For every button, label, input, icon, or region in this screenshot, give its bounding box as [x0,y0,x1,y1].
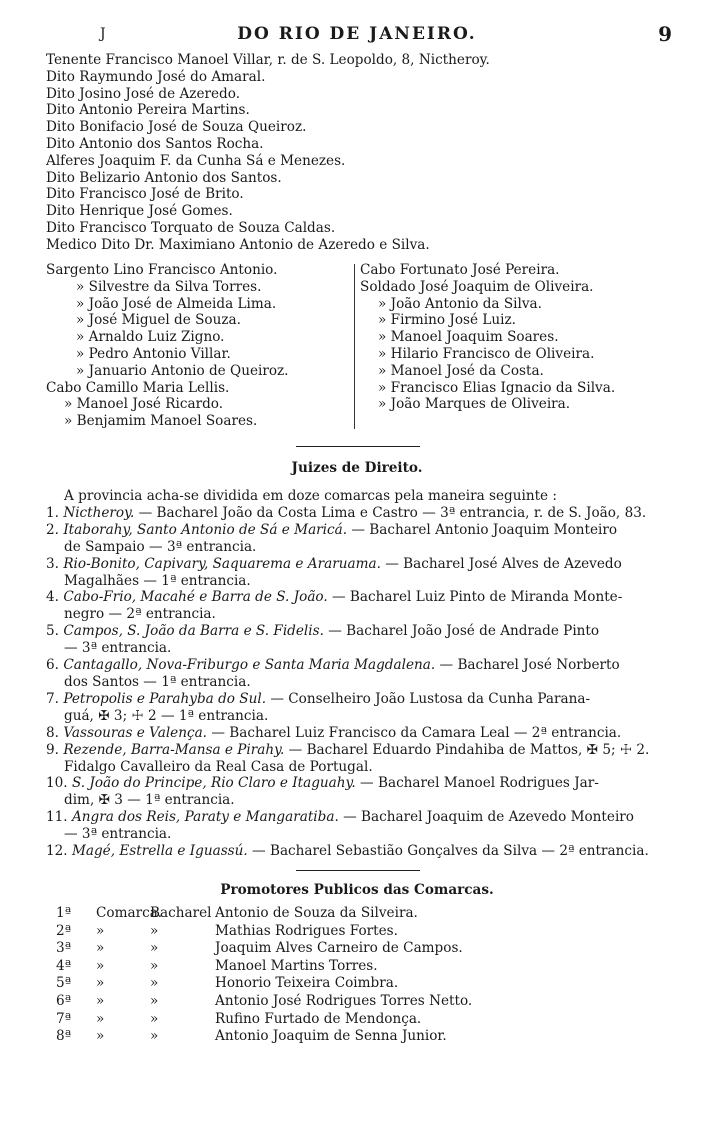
judge-entry: 5. Campos, S. João da Barra e S. Fidelis. — Bacharel João José de Andrade Pinto [46,623,600,640]
officer-line: Dito Antonio Pereira Martins. [46,102,250,119]
judge-entry-cont: — 3ª entrancia. [64,640,172,657]
promotor-row: 2ª » » Mathias Rodrigues Fortes. [56,922,398,939]
roster-line: Soldado José Joaquim de Oliveira. [360,278,594,295]
judge-entry: 2. Itaborahy, Santo Antonio de Sá e Maricá. — Bacharel Antonio Joaquim Monteiro [46,521,618,538]
promotores-heading: Promotores Publicos das Comarcas. [220,882,494,898]
roster-line: Sargento Lino Francisco Antonio. [46,262,278,278]
section-divider [296,870,420,871]
promotor-row: 3ª » » Joaquim Alves Carneiro de Campos. [56,940,463,957]
judge-entry-cont: dos Santos — 1ª entrancia. [64,673,251,690]
roster-line: » João José de Almeida Lima. [76,295,277,312]
judge-entry-cont: de Sampaio — 3ª entrancia. [64,538,257,555]
judge-entry: 7. Petropolis e Parahyba do Sul. — Conselheiro João Lustosa da Cunha Parana- [46,690,591,707]
column-divider [354,264,355,429]
roster-line: » Silvestre da Silva Torres. [76,278,262,295]
officer-line: Dito Raymundo José do Amaral. [46,68,266,85]
promotor-row: 1ª Comarca. Bacharel Antonio de Souza da Silveira. [56,905,418,921]
officer-line: Dito Francisco Torquato de Souza Caldas. [46,219,336,236]
judge-entry: 12. Magé, Estrella e Iguassú. — Bacharel Sebastião Gonçalves da Silva — 2ª entrancia. [46,843,649,860]
judges-intro: A provincia acha-se dividida em doze comarcas pela maneira seguinte : [64,488,558,504]
judge-entry: 11. Angra dos Reis, Paraty e Mangaratiba. — Bacharel Joaquim de Azevedo Monteiro [46,809,634,826]
judge-entry-cont: dim, ✠ 3 — 1ª entrancia. [64,792,235,809]
officer-line: Dito Henrique José Gomes. [46,203,233,220]
header-mark: J [100,26,106,42]
promotor-row: 6ª » » Antonio José Rodrigues Torres Netto. [56,992,473,1009]
judge-entry: 8. Vassouras e Valença. — Bacharel Luiz Francisco da Camara Leal — 2ª entrancia. [46,724,622,741]
left-column [46,262,356,430]
promotor-row: 4ª » » Manoel Martins Torres. [56,957,378,974]
officer-line: Dito Belizario Antonio dos Santos. [46,169,282,186]
judge-entry: 10. S. João do Principe, Rio Claro e Itaguahy. — Bacharel Manoel Rodrigues Jar- [46,775,599,792]
officer-line: Dito Antonio dos Santos Rocha. [46,135,264,152]
officer-line: Medico Dito Dr. Maximiano Antonio de Azeredo e Silva. [46,236,430,253]
roster-line: » Januario Antonio de Queiroz. [76,362,289,379]
officer-line: Alferes Joaquim F. da Cunha Sá e Menezes. [46,152,346,169]
judge-entry: 6. Cantagallo, Nova-Friburgo e Santa Maria Magdalena. — Bacharel José Norberto [46,657,620,674]
roster-line: » Pedro Antonio Villar. [76,345,231,362]
promotor-row: 8ª » » Antonio Joaquim de Senna Junior. [56,1028,447,1045]
judge-entry: 1. Nictheroy. — Bacharel João da Costa Lima e Castro — 3ª entrancia, r. de S. João, 83. [46,504,647,521]
judge-entry: 4. Cabo-Frio, Macahé e Barra de S. João. — Bacharel Luiz Pinto de Miranda Monte- [46,589,623,606]
officer-line: Dito Francisco José de Brito. [46,186,244,203]
officer-line: Dito Josino José de Azeredo. [46,85,241,102]
roster-line: » Firmino José Luiz. [378,312,517,329]
judges-list [46,488,682,860]
roster-line: Cabo Camillo Maria Lellis. [46,379,230,396]
judge-entry-cont: negro — 2ª entrancia. [64,606,216,623]
officer-line: Tenente Francisco Manoel Villar, r. de S. Leopoldo, 8, Nictheroy. [46,52,490,68]
judge-entry-cont: Magalhães — 1ª entrancia. [64,572,251,589]
right-column [360,262,700,413]
promotor-row: 7ª » » Rufino Furtado de Mendonça. [56,1010,422,1027]
roster-line: » João Antonio da Silva. [378,295,542,312]
page-title: DO RIO DE JANEIRO. [237,24,477,44]
officers-list [46,52,686,254]
judge-entry-cont: Fidalgo Cavalleiro da Real Casa de Portugal. [64,758,373,775]
roster-line: » Manoel Joaquim Soares. [378,329,559,346]
promotor-row: 5ª » » Honorio Teixeira Coimbra. [56,975,399,992]
judge-entry: 3. Rio-Bonito, Capivary, Saquarema e Araruama. — Bacharel José Alves de Azevedo [46,555,622,572]
section-divider [296,446,420,447]
judge-entry-cont: — 3ª entrancia. [64,826,172,843]
judge-entry: 9. Rezende, Barra-Mansa e Pirahy. — Bacharel Eduardo Pindahiba de Mattos, ✠ 5; ☩ 2. [46,741,650,758]
roster-line: » Manoel José Ricardo. [64,396,224,413]
roster-line: » Benjamim Manoel Soares. [64,413,258,430]
page-number: 9 [658,22,672,46]
roster-line: » João Marques de Oliveira. [378,396,571,413]
roster-line: » José Miguel de Souza. [76,312,241,329]
promotores-list [46,905,666,1046]
roster-line: » Francisco Elias Ignacio da Silva. [378,379,616,396]
roster-line: » Arnaldo Luiz Zigno. [76,329,225,346]
roster-line: Cabo Fortunato José Pereira. [360,262,560,278]
roster-line: » Hilario Francisco de Oliveira. [378,345,595,362]
roster-line: » Manoel José da Costa. [378,362,544,379]
judge-entry-cont: guá, ✠ 3; ☩ 2 — 1ª entrancia. [64,707,269,724]
judges-heading: Juizes de Direito. [291,460,423,476]
page-header [0,22,714,48]
officer-line: Dito Bonifacio José de Souza Queiroz. [46,119,307,136]
